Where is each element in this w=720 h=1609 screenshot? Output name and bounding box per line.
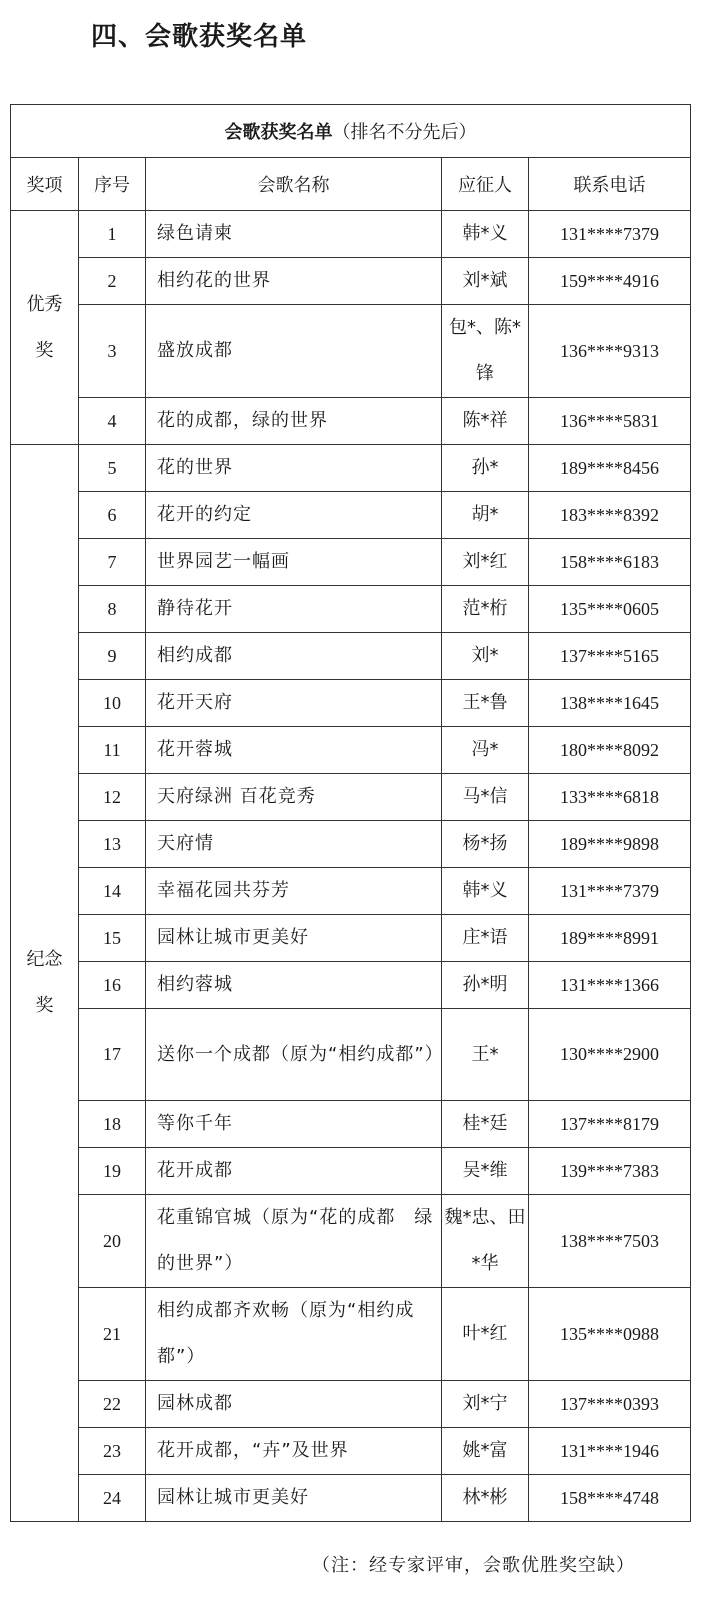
- row-number: 16: [79, 962, 146, 1009]
- row-number: 21: [79, 1288, 146, 1381]
- song-name: 花重锦官城（原为“花的成都 绿的世界”）: [146, 1195, 442, 1288]
- phone-number: 137****0393: [529, 1381, 691, 1428]
- header-applicant: 应征人: [442, 158, 529, 211]
- table-row: [11, 398, 691, 445]
- phone-number: 136****5831: [529, 398, 691, 445]
- applicant-name: 刘*: [442, 633, 529, 680]
- phone-number: 131****1946: [529, 1428, 691, 1475]
- row-number: 4: [79, 398, 146, 445]
- table-row: [11, 1381, 691, 1428]
- header-number: 序号: [79, 158, 146, 211]
- table-row: [11, 305, 691, 398]
- row-number: 18: [79, 1101, 146, 1148]
- table-row: [11, 586, 691, 633]
- footnote: （注：经专家评审，会歌优胜奖空缺）: [312, 1555, 635, 1576]
- table-caption: [11, 105, 691, 158]
- song-name: 园林成都: [146, 1381, 442, 1428]
- phone-number: 139****7383: [529, 1148, 691, 1195]
- song-name: 相约成都齐欢畅（原为“相约成都”）: [146, 1288, 442, 1381]
- applicant-name: 叶*红: [442, 1288, 529, 1381]
- table-caption-row: [11, 105, 691, 158]
- phone-number: 189****8991: [529, 915, 691, 962]
- row-number: 23: [79, 1428, 146, 1475]
- row-number: 14: [79, 868, 146, 915]
- table-row: [11, 1475, 691, 1522]
- phone-number: 138****7503: [529, 1195, 691, 1288]
- song-name: 花开成都，“卉”及世界: [146, 1428, 442, 1475]
- applicant-name: 包*、陈*锋: [442, 305, 529, 398]
- applicant-name: 刘*红: [442, 539, 529, 586]
- song-name: 等你千年: [146, 1101, 442, 1148]
- table-row: [11, 633, 691, 680]
- row-number: 22: [79, 1381, 146, 1428]
- table-row: [11, 680, 691, 727]
- row-number: 3: [79, 305, 146, 398]
- table-row: [11, 445, 691, 492]
- phone-number: 136****9313: [529, 305, 691, 398]
- song-name: 园林让城市更美好: [146, 915, 442, 962]
- row-number: 7: [79, 539, 146, 586]
- song-name: 幸福花园共芬芳: [146, 868, 442, 915]
- row-number: 2: [79, 258, 146, 305]
- song-name: 相约蓉城: [146, 962, 442, 1009]
- phone-number: 131****1366: [529, 962, 691, 1009]
- applicant-name: 刘*斌: [442, 258, 529, 305]
- phone-number: 135****0988: [529, 1288, 691, 1381]
- awards-table: [10, 104, 691, 1522]
- applicant-name: 韩*义: [442, 211, 529, 258]
- phone-number: 183****8392: [529, 492, 691, 539]
- table-row: [11, 211, 691, 258]
- table-row: [11, 1428, 691, 1475]
- song-name: 世界园艺一幅画: [146, 539, 442, 586]
- row-number: 5: [79, 445, 146, 492]
- phone-number: 158****4748: [529, 1475, 691, 1522]
- phone-number: 137****8179: [529, 1101, 691, 1148]
- header-song: 会歌名称: [146, 158, 442, 211]
- table-row: [11, 821, 691, 868]
- table-row: [11, 868, 691, 915]
- category-label-line1: 纪念: [26, 949, 63, 970]
- applicant-name: 庄*语: [442, 915, 529, 962]
- row-number: 1: [79, 211, 146, 258]
- applicant-name: 魏*忠、田*华: [442, 1195, 529, 1288]
- row-number: 12: [79, 774, 146, 821]
- song-name: 花的成都，绿的世界: [146, 398, 442, 445]
- song-name: 花开的约定: [146, 492, 442, 539]
- table-body: [11, 211, 691, 1522]
- phone-number: 133****6818: [529, 774, 691, 821]
- row-number: 19: [79, 1148, 146, 1195]
- row-number: 15: [79, 915, 146, 962]
- applicant-name: 杨*扬: [442, 821, 529, 868]
- phone-number: 131****7379: [529, 868, 691, 915]
- header-phone: 联系电话: [529, 158, 691, 211]
- phone-number: 135****0605: [529, 586, 691, 633]
- phone-number: 131****7379: [529, 211, 691, 258]
- row-number: 20: [79, 1195, 146, 1288]
- row-number: 17: [79, 1009, 146, 1101]
- applicant-name: 马*信: [442, 774, 529, 821]
- applicant-name: 吴*维: [442, 1148, 529, 1195]
- applicant-name: 林*彬: [442, 1475, 529, 1522]
- song-name: 绿色请柬: [146, 211, 442, 258]
- row-number: 24: [79, 1475, 146, 1522]
- phone-number: 130****2900: [529, 1009, 691, 1101]
- table-header-row: [11, 158, 691, 211]
- table-row: [11, 1009, 691, 1101]
- table-row: [11, 1195, 691, 1288]
- table-row: [11, 1288, 691, 1381]
- applicant-name: 王*: [442, 1009, 529, 1101]
- table-row: [11, 1148, 691, 1195]
- header-category: 奖项: [11, 158, 79, 211]
- row-number: 6: [79, 492, 146, 539]
- applicant-name: 桂*廷: [442, 1101, 529, 1148]
- applicant-name: 王*鲁: [442, 680, 529, 727]
- song-name: 相约花的世界: [146, 258, 442, 305]
- table-row: [11, 774, 691, 821]
- table-row: [11, 1101, 691, 1148]
- song-name: 花开蓉城: [146, 727, 442, 774]
- song-name: 天府绿洲 百花竞秀: [146, 774, 442, 821]
- row-number: 13: [79, 821, 146, 868]
- applicant-name: 孙*: [442, 445, 529, 492]
- song-name: 花开天府: [146, 680, 442, 727]
- song-name: 送你一个成都（原为“相约成都”）: [146, 1009, 442, 1101]
- applicant-name: 陈*祥: [442, 398, 529, 445]
- applicant-name: 姚*富: [442, 1428, 529, 1475]
- table-row: [11, 727, 691, 774]
- table-row: [11, 492, 691, 539]
- applicant-name: 韩*义: [442, 868, 529, 915]
- category-label-line1: 优秀: [26, 293, 63, 315]
- category-label-line2: 奖: [35, 339, 54, 361]
- category-label-line2: 奖: [35, 995, 54, 1016]
- row-number: 8: [79, 586, 146, 633]
- table-row: [11, 915, 691, 962]
- phone-number: 158****6183: [529, 539, 691, 586]
- table-caption-sub: （排名不分先后）: [332, 122, 477, 143]
- applicant-name: 刘*宁: [442, 1381, 529, 1428]
- table-row: [11, 258, 691, 305]
- table-caption-main: 会歌获奖名单: [224, 122, 333, 143]
- section-heading: 四、会歌获奖名单: [91, 22, 308, 52]
- phone-number: 189****9898: [529, 821, 691, 868]
- song-name: 相约成都: [146, 633, 442, 680]
- category-souvenir: [11, 445, 79, 1522]
- row-number: 9: [79, 633, 146, 680]
- song-name: 天府情: [146, 821, 442, 868]
- category-excellent: [11, 211, 79, 445]
- applicant-name: 范*桁: [442, 586, 529, 633]
- song-name: 静待花开: [146, 586, 442, 633]
- applicant-name: 冯*: [442, 727, 529, 774]
- song-name: 花开成都: [146, 1148, 442, 1195]
- phone-number: 180****8092: [529, 727, 691, 774]
- song-name: 花的世界: [146, 445, 442, 492]
- applicant-name: 孙*明: [442, 962, 529, 1009]
- table-row: [11, 539, 691, 586]
- table-row: [11, 962, 691, 1009]
- song-name: 盛放成都: [146, 305, 442, 398]
- row-number: 11: [79, 727, 146, 774]
- phone-number: 159****4916: [529, 258, 691, 305]
- song-name: 园林让城市更美好: [146, 1475, 442, 1522]
- phone-number: 189****8456: [529, 445, 691, 492]
- row-number: 10: [79, 680, 146, 727]
- applicant-name: 胡*: [442, 492, 529, 539]
- phone-number: 138****1645: [529, 680, 691, 727]
- phone-number: 137****5165: [529, 633, 691, 680]
